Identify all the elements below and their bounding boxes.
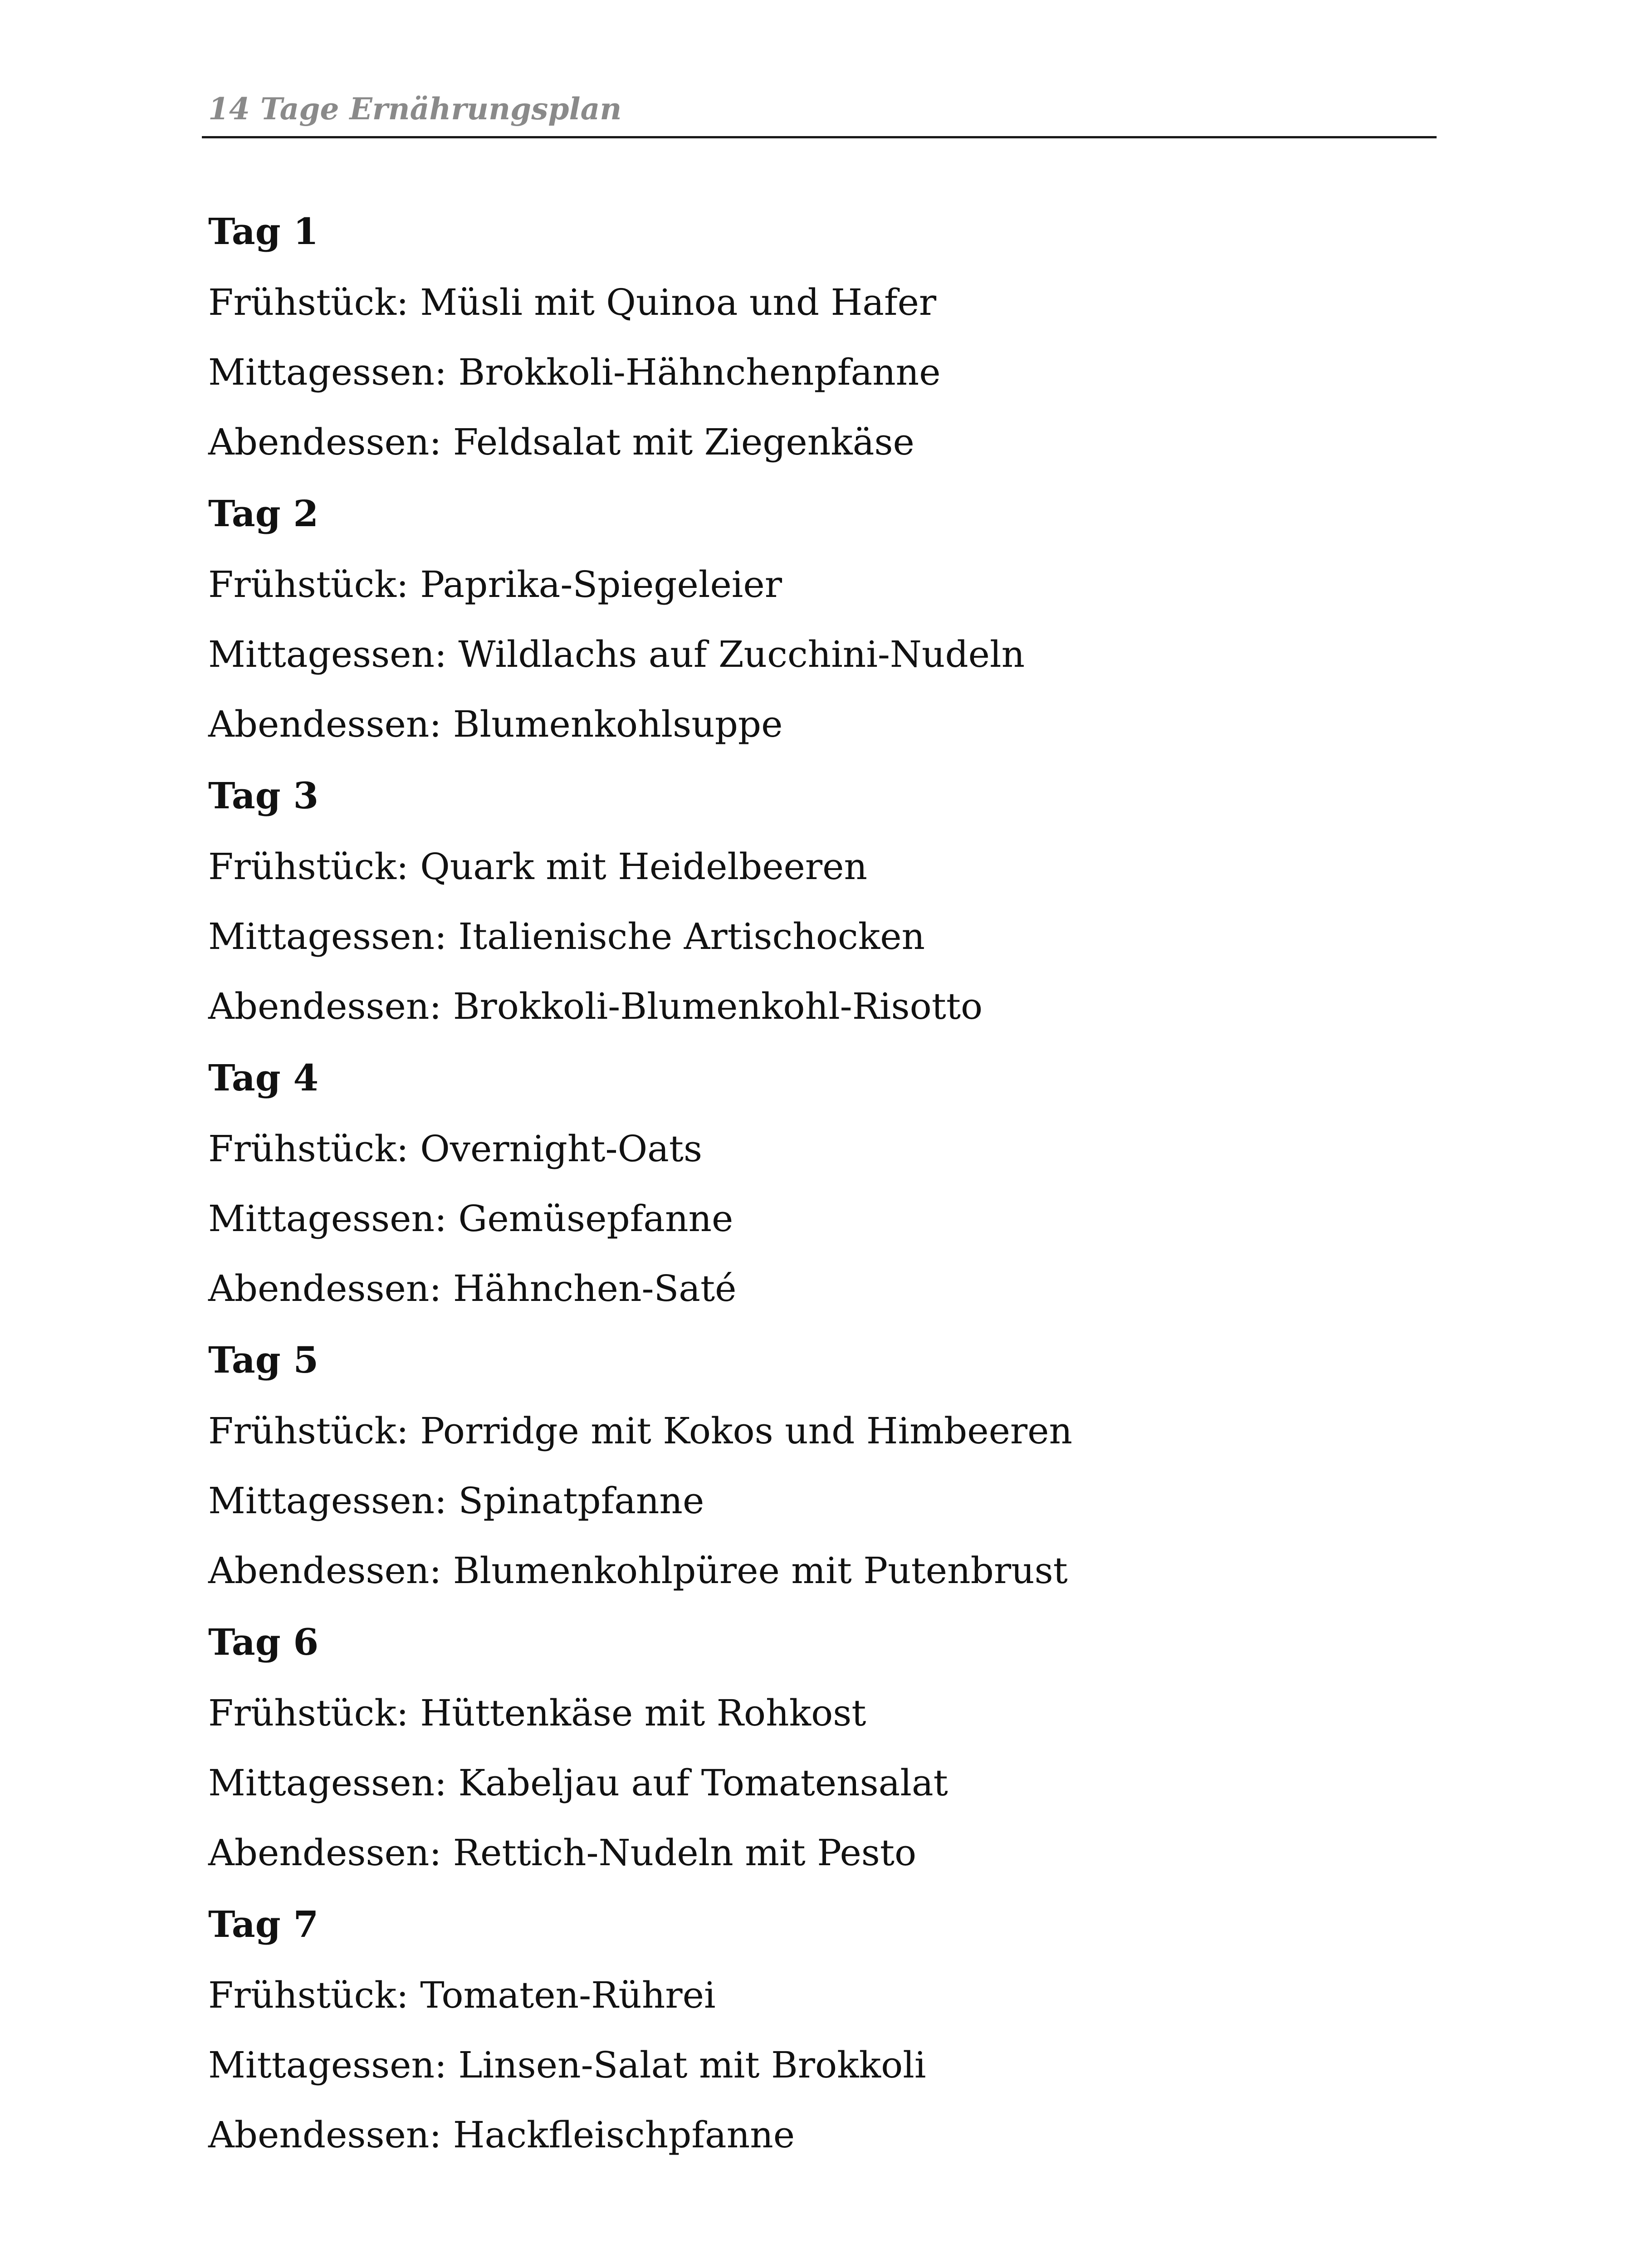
breakfast-line: Frühstück: Tomaten-Rührei bbox=[208, 1974, 716, 2016]
breakfast-line: Frühstück: Overnight-Oats bbox=[208, 1128, 703, 1170]
breakfast-line: Frühstück: Quark mit Heidelbeeren bbox=[208, 846, 868, 888]
day-heading: Tag 6 bbox=[208, 1621, 319, 1663]
dinner-line: Abendessen: Feldsalat mit Ziegenkäse bbox=[208, 421, 914, 463]
dinner-line: Abendessen: Hackfleischpfanne bbox=[208, 2114, 795, 2156]
lunch-line: Mittagessen: Italienische Artischocken bbox=[208, 915, 925, 958]
lunch-line: Mittagessen: Wildlachs auf Zucchini-Nudeln bbox=[208, 633, 1025, 675]
day-heading: Tag 5 bbox=[208, 1339, 319, 1381]
breakfast-line: Frühstück: Paprika-Spiegeleier bbox=[208, 563, 782, 606]
day-heading: Tag 1 bbox=[208, 210, 319, 253]
day-heading: Tag 2 bbox=[208, 492, 319, 535]
lunch-line: Mittagessen: Gemüsepfanne bbox=[208, 1198, 733, 1240]
dinner-line: Abendessen: Hähnchen-Saté bbox=[208, 1267, 737, 1310]
day-section-1 bbox=[208, 195, 1428, 477]
day-section-6 bbox=[208, 1606, 1428, 1888]
day-heading: Tag 7 bbox=[208, 1903, 319, 1945]
day-section-4 bbox=[208, 1041, 1428, 1324]
dinner-line: Abendessen: Brokkoli-Blumenkohl-Risotto bbox=[208, 985, 983, 1027]
meal-plan-content bbox=[208, 195, 1428, 2170]
breakfast-line: Frühstück: Müsli mit Quinoa und Hafer bbox=[208, 281, 937, 323]
dinner-line: Abendessen: Blumenkohlpüree mit Putenbrust bbox=[208, 1549, 1068, 1592]
lunch-line: Mittagessen: Spinatpfanne bbox=[208, 1480, 704, 1522]
day-section-3 bbox=[208, 759, 1428, 1041]
dinner-line: Abendessen: Rettich-Nudeln mit Pesto bbox=[208, 1832, 917, 1874]
day-section-2 bbox=[208, 477, 1428, 759]
day-section-7 bbox=[208, 1888, 1428, 2170]
breakfast-line: Frühstück: Porridge mit Kokos und Himbeeren bbox=[208, 1410, 1073, 1452]
lunch-line: Mittagessen: Brokkoli-Hähnchenpfanne bbox=[208, 351, 941, 393]
lunch-line: Mittagessen: Linsen-Salat mit Brokkoli bbox=[208, 2044, 926, 2086]
day-heading: Tag 4 bbox=[208, 1056, 319, 1099]
day-heading: Tag 3 bbox=[208, 774, 319, 817]
running-header-title: 14 Tage Ernährungsplan bbox=[208, 91, 622, 127]
dinner-line: Abendessen: Blumenkohlsuppe bbox=[208, 703, 783, 745]
day-section-5 bbox=[208, 1324, 1428, 1606]
header-divider bbox=[202, 136, 1437, 138]
breakfast-line: Frühstück: Hüttenkäse mit Rohkost bbox=[208, 1692, 866, 1734]
lunch-line: Mittagessen: Kabeljau auf Tomatensalat bbox=[208, 1762, 948, 1804]
